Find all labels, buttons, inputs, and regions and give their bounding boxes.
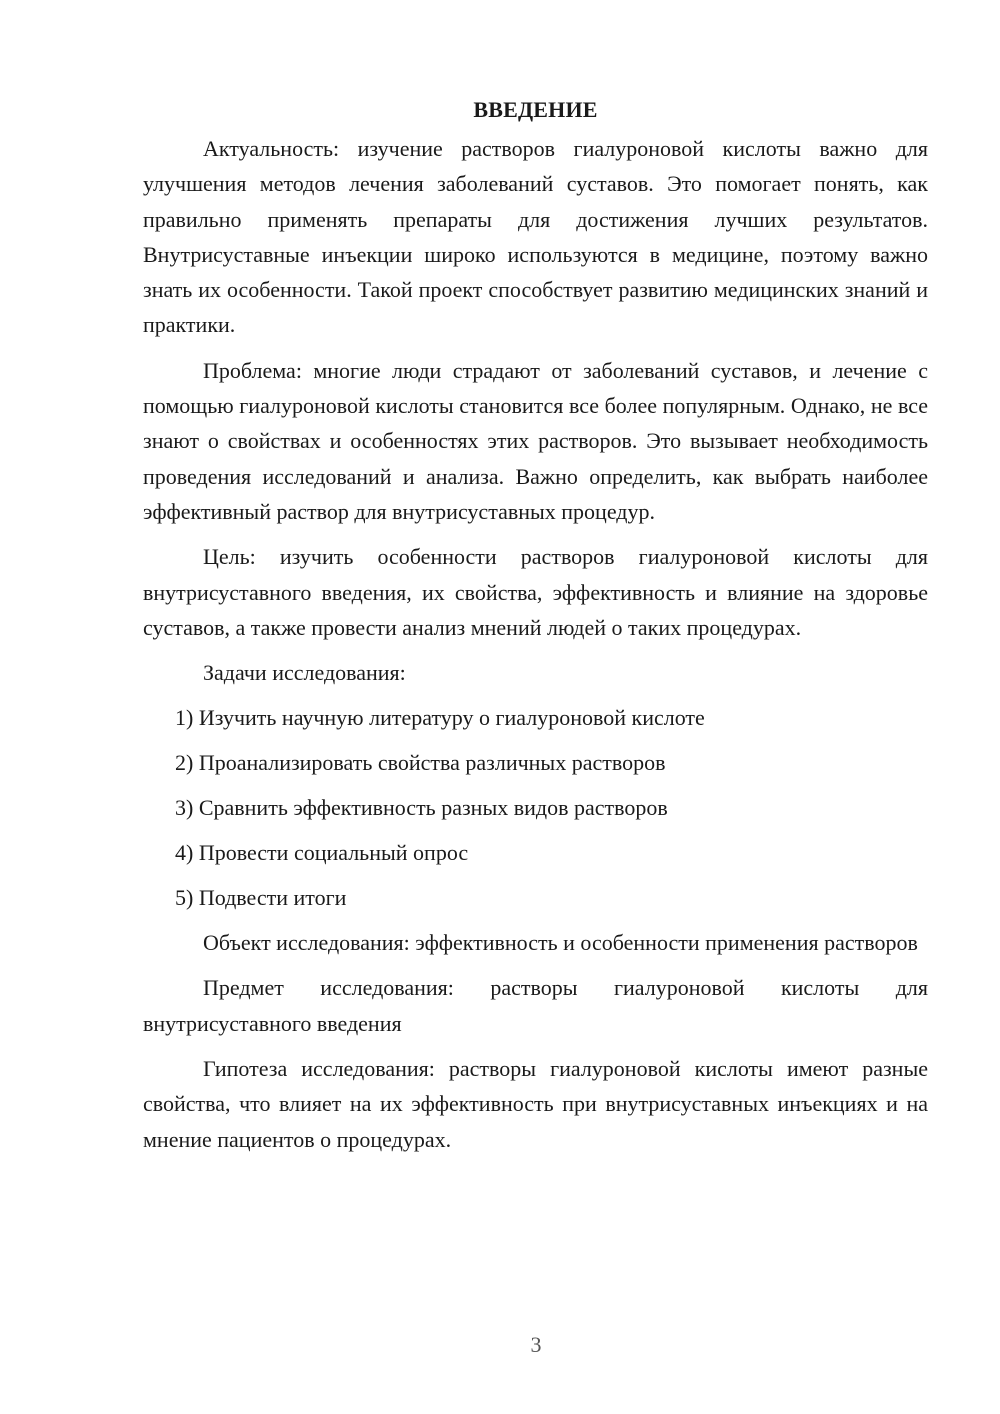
section-heading: ВВЕДЕНИЕ (473, 97, 598, 122)
subject-paragraph: Предмет исследования: растворы гиалуроновой кислоты для внутрисуставного введения (143, 975, 928, 1036)
list-item: 4) Провести социальный опрос (175, 840, 469, 866)
hypothesis-paragraph: Гипотеза исследования: растворы гиалуроновой кислоты имеют разные свойства, что влияет на их эффективность при внутрисуставных инъекциях и на мнение пациентов о процедурах. (143, 1056, 928, 1152)
document-page (143, 92, 928, 1167)
list-item: 5) Подвести итоги (175, 885, 347, 911)
list-item: 2) Проанализировать свойства различных растворов (175, 750, 666, 776)
goal-paragraph: Цель: изучить особенности растворов гиалуроновой кислоты для внутрисуставного введения, их свойства, эффективность и влияние на здоровье суставов, а также провести анализ мнений людей о таких процедурах. (143, 544, 928, 640)
list-item: 3) Сравнить эффективность разных видов растворов (175, 795, 668, 821)
page-number: 3 (530, 1332, 542, 1357)
tasks-list (143, 700, 928, 915)
list-item: 1) Изучить научную литературу о гиалуроновой кислоте (175, 705, 705, 731)
relevance-paragraph: Актуальность: изучение растворов гиалуроновой кислоты важно для улучшения методов лечения заболеваний суставов. Это помогает понять, как правильно применять препараты для достижения лучших результатов. Внутрисуставные инъекции широко используются в медицине, поэтому важно знать их особенности. Такой проект способствует развитию медицинских знаний и практики. (143, 136, 928, 338)
problem-paragraph: Проблема: многие люди страдают от заболеваний суставов, и лечение с помощью гиалуроновой кислоты становится все более популярным. Однако, не все знают о свойствах и особенностях этих растворов. Это вызывает необходимость проведения исследований и анализа. Важно определить, как выбрать наиболее эффективный раствор для внутрисуставных процедур. (143, 357, 928, 524)
object-paragraph: Объект исследования: эффективность и особенности применения растворов (203, 930, 918, 956)
tasks-title: Задачи исследования: (203, 660, 406, 686)
